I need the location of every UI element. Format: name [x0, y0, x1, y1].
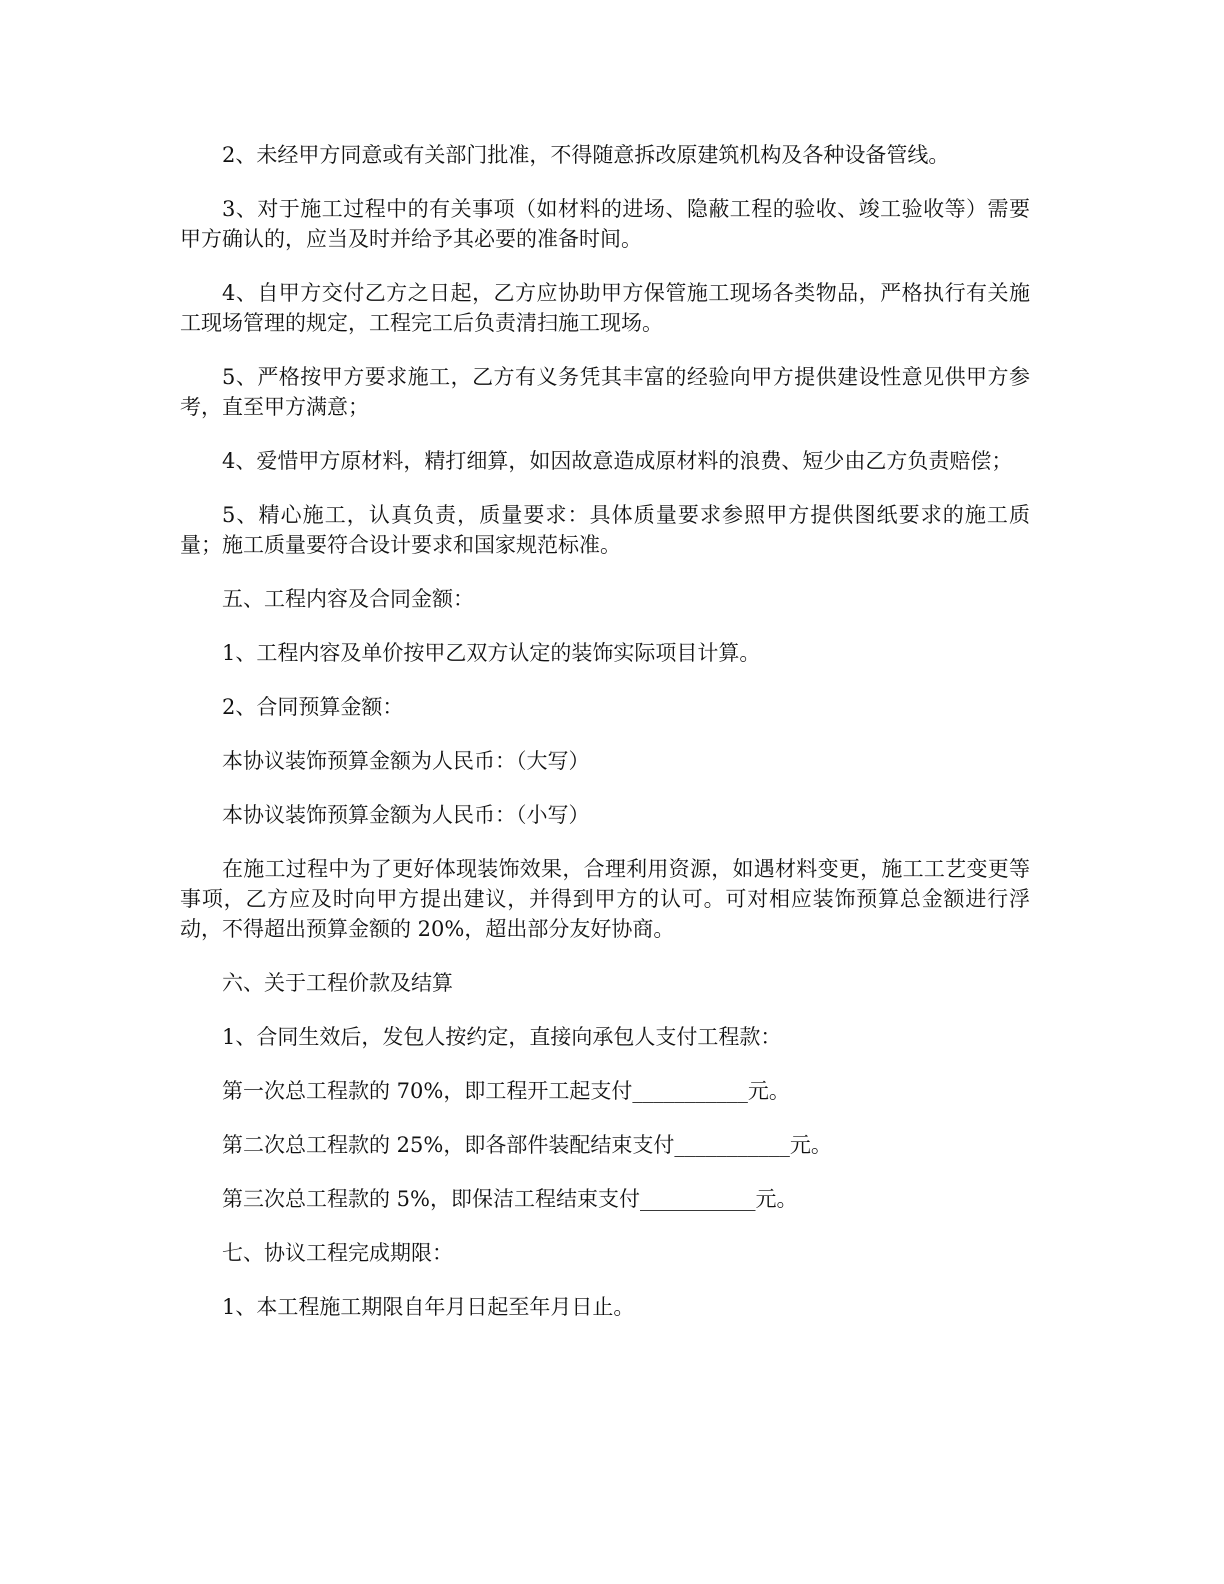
payment-installment-1: 第一次总工程款的 70%，即工程开工起支付___________元。: [222, 1079, 790, 1103]
clause-construction-period: 1、本工程施工期限自年月日起至年月日止。: [222, 1295, 635, 1319]
clause-budget-adjustment: 在施工过程中为了更好体现装饰效果，合理利用资源，如遇材料变更，施工工艺变更等事项，乙方应及时向甲方提出建议，并得到甲方的认可。可对相应装饰预算总金额进行浮动，不得超出预算金额的 20%，超出部分友好协商。: [180, 857, 1030, 941]
clause-no-demolition: 2、未经甲方同意或有关部门批准，不得随意拆改原建筑机构及各种设备管线。: [222, 143, 950, 167]
clause-budget-amount: 2、合同预算金额：: [222, 695, 404, 719]
payment-installment-3: 第三次总工程款的 5%，即保洁工程结束支付___________元。: [222, 1187, 798, 1211]
budget-amount-capital: 本协议装饰预算金额为人民币：（大写）: [222, 749, 590, 773]
clause-construction-requirements: 5、严格按甲方要求施工，乙方有义务凭其丰富的经验向甲方提供建设性意见供甲方参考，直至甲方满意；: [180, 365, 1030, 419]
section-heading-payment: 六、关于工程价款及结算: [222, 971, 453, 995]
payment-installment-2: 第二次总工程款的 25%，即各部件装配结束支付___________元。: [222, 1133, 832, 1157]
clause-quality-requirements: 5、精心施工，认真负责，质量要求：具体质量要求参照甲方提供图纸要求的施工质量；施工质量要符合设计要求和国家规范标准。: [180, 503, 1030, 557]
clause-unit-price: 1、工程内容及单价按甲乙双方认定的装饰实际项目计算。: [222, 641, 761, 665]
section-heading-completion-period: 七、协议工程完成期限：: [222, 1241, 453, 1265]
clause-site-custody: 4、自甲方交付乙方之日起，乙方应协助甲方保管施工现场各类物品，严格执行有关施工现场管理的规定，工程完工后负责清扫施工现场。: [180, 281, 1030, 335]
clause-payment-terms: 1、合同生效后，发包人按约定，直接向承包人支付工程款：: [222, 1025, 782, 1049]
budget-amount-numeric: 本协议装饰预算金额为人民币：（小写）: [222, 803, 590, 827]
clause-material-care: 4、爱惜甲方原材料，精打细算，如因故意造成原材料的浪费、短少由乙方负责赔偿；: [222, 449, 1013, 473]
document-page: [180, 140, 1030, 1346]
section-heading-contract-amount: 五、工程内容及合同金额：: [222, 587, 474, 611]
clause-confirmation-items: 3、对于施工过程中的有关事项（如材料的进场、隐蔽工程的验收、竣工验收等）需要甲方确认的，应当及时并给予其必要的准备时间。: [180, 197, 1030, 251]
